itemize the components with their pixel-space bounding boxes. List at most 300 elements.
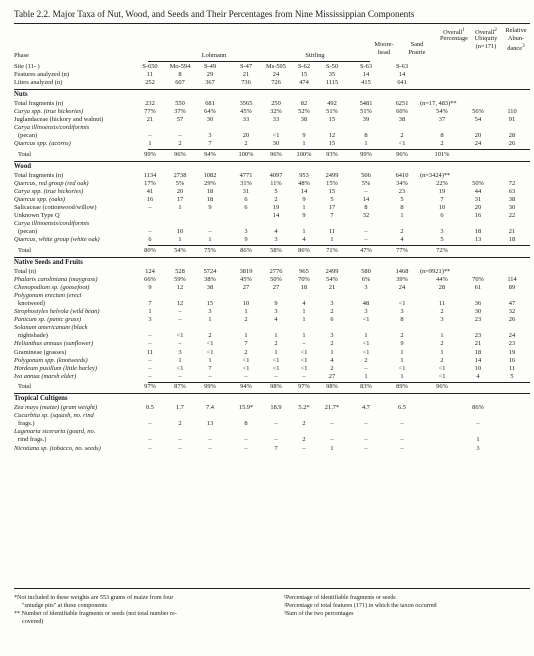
table-cell: 4097 bbox=[269, 171, 283, 179]
table-cell: 34% bbox=[396, 179, 408, 187]
table-cell: 2 bbox=[330, 340, 334, 348]
table-cell: 2499 bbox=[325, 171, 339, 179]
table-row bbox=[14, 332, 530, 340]
table-cell: 52% bbox=[298, 107, 310, 115]
table-cell: 8 bbox=[364, 203, 368, 211]
table-cell: 54 bbox=[474, 116, 482, 123]
table-cell: 3 bbox=[330, 299, 334, 307]
table-cell: – bbox=[208, 444, 212, 452]
table-cell: 31 bbox=[242, 187, 250, 195]
table-cell: 5 bbox=[510, 372, 514, 380]
table-cell: 1 bbox=[302, 308, 306, 315]
table-cell: 1 bbox=[274, 332, 278, 340]
table-cell: 15.9* bbox=[238, 404, 254, 411]
table-row bbox=[14, 212, 530, 220]
table-cell: 250 bbox=[271, 99, 281, 107]
table-cell: 97% bbox=[298, 383, 310, 391]
table-cell: 2 bbox=[400, 228, 404, 236]
table-cell: 10 bbox=[438, 203, 446, 211]
table-cell: 6 bbox=[244, 195, 248, 203]
relative-abundance-line2: Abun- bbox=[507, 35, 525, 42]
table-cell: 91 bbox=[508, 116, 516, 123]
table-cell: 528 bbox=[175, 267, 185, 275]
group-stirling: Stirling bbox=[305, 52, 325, 59]
table-cell: 2 bbox=[244, 140, 248, 148]
table-cell: 72% bbox=[436, 246, 448, 254]
table-cell: 15 bbox=[328, 187, 336, 195]
table-cell: 18 bbox=[474, 228, 482, 236]
row-label: nightshade) bbox=[18, 332, 48, 340]
table-cell: 27 bbox=[328, 372, 336, 380]
table-cell: 70% bbox=[298, 275, 310, 283]
table-cell: Mo-594 bbox=[169, 63, 191, 70]
table-cell: – bbox=[244, 436, 248, 444]
table-cell: 1134 bbox=[143, 171, 157, 179]
table-cell: 38 bbox=[398, 116, 406, 123]
table-cell: 7 bbox=[208, 364, 212, 372]
row-label: Quercus, red group (red oak) bbox=[14, 179, 89, 187]
table-cell: 252 bbox=[145, 79, 155, 87]
table-cell: 953 bbox=[299, 171, 309, 179]
table-cell: 5.2* bbox=[298, 404, 310, 411]
table-cell: 99% bbox=[144, 150, 156, 158]
table-cell: S-650 bbox=[142, 63, 158, 70]
overall-ubiquity-line2: Ubiquity bbox=[474, 35, 498, 42]
row-label: Total bbox=[18, 246, 32, 254]
table-cell: 5% bbox=[175, 179, 185, 187]
section-rule bbox=[14, 89, 530, 90]
table-cell: <1 bbox=[206, 348, 214, 356]
table-cell: 7 bbox=[244, 340, 248, 348]
table-cell: 50% bbox=[472, 179, 484, 187]
table-cell: 1 bbox=[302, 203, 306, 211]
table-row bbox=[14, 180, 530, 188]
table-cell: 1 bbox=[400, 372, 404, 380]
table-cell: 2 bbox=[178, 420, 182, 428]
table-cell: – bbox=[148, 372, 152, 380]
table-cell: 71% bbox=[326, 246, 338, 254]
table-cell: 110 bbox=[507, 107, 517, 115]
table-cell: <1 bbox=[398, 140, 406, 148]
table-cell: 4 bbox=[476, 372, 480, 380]
table-cell: 13 bbox=[206, 420, 214, 428]
table-cell: 99% bbox=[204, 383, 216, 391]
table-row bbox=[14, 63, 530, 71]
table-cell: <1 bbox=[362, 340, 370, 348]
table-cell: 11% bbox=[270, 179, 282, 187]
table-cell: 44 bbox=[474, 187, 482, 195]
table-cell: 15 bbox=[300, 71, 308, 79]
table-cell: 2 bbox=[302, 420, 306, 428]
table-cell: 96% bbox=[436, 383, 448, 391]
table-cell: 4 bbox=[274, 228, 278, 236]
table-cell: 14 bbox=[362, 71, 370, 79]
table-cell: 1 bbox=[302, 140, 306, 148]
row-label: Carya spp. (true hickories) bbox=[14, 107, 84, 115]
row-label: Lagenaria siceraria (gourd, no. bbox=[14, 428, 96, 436]
table-row bbox=[14, 428, 530, 436]
table-cell: 1 bbox=[208, 356, 212, 364]
table-cell: 59% bbox=[174, 275, 186, 283]
table-row bbox=[14, 357, 530, 365]
table-cell: 0.5 bbox=[146, 404, 154, 411]
table-cell: 5 bbox=[274, 187, 278, 195]
table-cell: – bbox=[274, 436, 278, 444]
table-cell: – bbox=[178, 340, 182, 348]
table-cell: 18.9 bbox=[270, 404, 282, 411]
table-cell: <1 bbox=[398, 299, 406, 307]
table-cell: 4 bbox=[330, 356, 334, 364]
table-cell: <1 bbox=[272, 132, 280, 140]
table-cell: 7 bbox=[208, 140, 212, 148]
table-cell: 15% bbox=[326, 179, 338, 187]
row-label: Helianthus annuus (sunflower) bbox=[14, 340, 94, 348]
table-cell: <1 bbox=[176, 364, 184, 372]
table-cell: 13 bbox=[474, 236, 482, 244]
section-title: Wood bbox=[14, 162, 31, 170]
row-label: rind frags.) bbox=[18, 436, 47, 444]
row-label: Total bbox=[18, 150, 32, 158]
table-cell: 48% bbox=[298, 179, 310, 187]
table-cell: 98% bbox=[270, 383, 282, 391]
row-label: Quercus spp. (acorns) bbox=[14, 140, 71, 148]
table-cell: 4 bbox=[302, 236, 306, 244]
table-cell: 27 bbox=[242, 283, 250, 291]
table-cell: 10 bbox=[242, 299, 250, 307]
table-row bbox=[14, 228, 530, 236]
table-row bbox=[14, 100, 530, 108]
table-cell: 8 bbox=[440, 132, 444, 140]
table-cell: – bbox=[178, 316, 182, 324]
table-cell: 11 bbox=[146, 348, 154, 356]
table-cell: 9 bbox=[208, 203, 212, 211]
table-cell: 8 bbox=[364, 132, 368, 140]
table-cell: – bbox=[364, 364, 368, 372]
table-row bbox=[14, 204, 530, 212]
table-row bbox=[14, 276, 530, 284]
table-cell: 26 bbox=[508, 316, 516, 324]
section-title: Nuts bbox=[14, 90, 28, 98]
table-cell: 3 bbox=[476, 444, 480, 452]
table-cell: 3 bbox=[178, 348, 182, 356]
table-cell: 9 bbox=[244, 236, 248, 244]
table-row bbox=[14, 349, 530, 357]
table-cell: 4.7 bbox=[362, 404, 370, 411]
table-cell: 39% bbox=[396, 275, 408, 283]
table-cell: 1 bbox=[302, 332, 306, 340]
table-row bbox=[14, 300, 530, 308]
table-cell: – bbox=[302, 340, 306, 348]
table-cell: S-47 bbox=[239, 63, 253, 70]
table-cell: 2 bbox=[364, 356, 368, 364]
header-top-rule bbox=[14, 23, 530, 24]
table-cell: <1 bbox=[362, 316, 370, 324]
table-cell: <1 bbox=[438, 372, 446, 380]
table-row bbox=[14, 172, 530, 180]
footnote-right-3: ³Sum of the two percentages bbox=[284, 611, 354, 617]
section-title: Native Seeds and Fruits bbox=[14, 258, 83, 266]
footnote-left-2: "smudge pits" at these components bbox=[22, 603, 108, 609]
table-cell: 2 bbox=[400, 332, 404, 340]
table-row bbox=[14, 308, 530, 316]
table-cell: 21 bbox=[146, 116, 154, 123]
table-cell: 1 bbox=[244, 332, 248, 340]
table-cell: 54% bbox=[174, 246, 186, 254]
footnote-rule bbox=[14, 588, 530, 589]
row-label: Gramineae (grasses) bbox=[14, 348, 67, 356]
table-cell: 232 bbox=[145, 99, 155, 107]
table-cell: 3 bbox=[274, 308, 278, 315]
footnote-right-2: ²Percentage of total features (171) in which the taxon occurred bbox=[284, 603, 437, 609]
table-cell: <1 bbox=[362, 348, 370, 356]
table-cell: 20 bbox=[474, 132, 482, 140]
row-label: (pecan) bbox=[18, 132, 38, 140]
row-label: Nicotiana sp. (tobacco, no. seeds) bbox=[14, 444, 101, 452]
table-cell: – bbox=[148, 332, 152, 340]
table-row bbox=[14, 268, 530, 276]
table-cell: 31% bbox=[240, 179, 252, 187]
table-cell: 29 bbox=[206, 71, 214, 79]
table-cell: 100% bbox=[296, 150, 312, 158]
table-cell: 23 bbox=[474, 316, 482, 324]
table-cell: – bbox=[400, 420, 404, 428]
table-cell: 2 bbox=[330, 308, 334, 315]
table-cell: 21 bbox=[242, 71, 250, 79]
footnote-right-1: ¹Percentage of identifiable fragments or seeds bbox=[284, 595, 396, 601]
table-cell: <1 bbox=[300, 356, 308, 364]
table-cell: 77% bbox=[144, 107, 156, 115]
table-cell: 1 bbox=[364, 372, 368, 380]
table-cell: 37% bbox=[174, 107, 186, 115]
table-cell: 2499 bbox=[325, 267, 339, 275]
table-cell: – bbox=[178, 436, 182, 444]
table-cell: 1 bbox=[208, 236, 212, 244]
table-cell: 31 bbox=[474, 195, 482, 203]
table-cell: 54% bbox=[436, 107, 448, 115]
row-label: frags.) bbox=[18, 420, 35, 428]
table-cell: 11 bbox=[146, 71, 154, 79]
table-row bbox=[14, 124, 530, 132]
table-cell: 27 bbox=[272, 283, 280, 291]
table-cell: 6 bbox=[244, 203, 248, 211]
table-cell: S-50 bbox=[325, 63, 339, 70]
footnote-left-3: ** Number of identifiable fragments or seeds (not total number re- bbox=[14, 611, 177, 617]
table-cell: – bbox=[148, 203, 152, 211]
table-cell: 96% bbox=[174, 150, 186, 158]
table-cell: 726 bbox=[271, 79, 281, 87]
table-cell: 14 bbox=[362, 195, 370, 203]
table-cell: 32% bbox=[270, 107, 282, 115]
table-cell: 965 bbox=[299, 267, 309, 275]
table-cell: 3 bbox=[148, 316, 152, 324]
table-cell: 11 bbox=[438, 299, 446, 307]
table-cell: 18 bbox=[206, 195, 214, 203]
table-cell: 23 bbox=[474, 332, 482, 340]
table-cell: 1 bbox=[178, 236, 182, 244]
table-cell: 1 bbox=[178, 356, 182, 364]
table-cell: 10 bbox=[176, 228, 184, 236]
table-cell: 1 bbox=[440, 348, 444, 356]
table-cell: <1 bbox=[272, 364, 280, 372]
table-cell: 6251 bbox=[395, 99, 409, 107]
table-cell: 1 bbox=[274, 348, 278, 356]
table-cell: 7 bbox=[148, 299, 152, 307]
table-cell: 21 bbox=[328, 283, 336, 291]
table-cell: 48 bbox=[362, 299, 370, 307]
section-heading bbox=[14, 395, 530, 403]
table-cell: 80% bbox=[144, 246, 156, 254]
table-cell: 39 bbox=[362, 116, 370, 123]
table-cell: 5% bbox=[361, 179, 371, 187]
table-cell: 3819 bbox=[239, 267, 253, 275]
row-label: Zea mays (maize) (gram weight) bbox=[14, 404, 98, 411]
table-cell: 6 bbox=[440, 212, 444, 219]
table-cell: 2 bbox=[244, 348, 248, 356]
table-cell: 30 bbox=[206, 116, 214, 123]
table-row bbox=[14, 340, 530, 348]
table-cell: 15 bbox=[206, 299, 214, 307]
table-cell: – bbox=[302, 372, 306, 380]
table-row bbox=[14, 116, 530, 124]
table-cell: 10 bbox=[474, 364, 482, 372]
table-cell: 18 bbox=[300, 283, 308, 291]
table-cell: 124 bbox=[145, 267, 155, 275]
table-cell: 37 bbox=[438, 116, 446, 123]
section-heading bbox=[14, 163, 530, 171]
table-cell: 9 bbox=[302, 195, 306, 203]
table-cell: 1115 bbox=[325, 79, 339, 87]
table-cell: 3 bbox=[274, 236, 278, 244]
table-cell: S-49 bbox=[203, 63, 217, 70]
table-cell: 5 bbox=[400, 195, 404, 203]
table-cell: 18 bbox=[474, 348, 482, 356]
table-cell: <1 bbox=[300, 348, 308, 356]
table-cell: – bbox=[476, 420, 480, 428]
table-cell: 3 bbox=[440, 228, 444, 236]
table-cell: – bbox=[178, 372, 182, 380]
table-cell: 64% bbox=[204, 107, 216, 115]
table-cell: 75% bbox=[204, 246, 216, 254]
table-cell: 474 bbox=[299, 79, 309, 87]
table-cell: 24 bbox=[398, 283, 406, 291]
section-title: Tropical Cultigens bbox=[14, 395, 68, 402]
table-cell: 22 bbox=[508, 212, 516, 219]
row-label: (pecan) bbox=[18, 228, 38, 236]
table-row bbox=[14, 420, 530, 428]
table-cell: 2738 bbox=[173, 171, 187, 179]
table-cell: 17 bbox=[328, 203, 336, 211]
row-label: Solanum americanum (black bbox=[14, 324, 88, 332]
table-cell: – bbox=[364, 236, 368, 244]
table-cell: 86% bbox=[240, 246, 252, 254]
table-cell: 60% bbox=[396, 107, 408, 115]
table-cell: 3 bbox=[208, 308, 212, 315]
table-cell: 24 bbox=[272, 71, 280, 79]
row-label: Cucurbita sp. (squash, no. rind bbox=[14, 412, 94, 420]
table-cell: 4 bbox=[400, 236, 404, 244]
table-cell: 6 bbox=[148, 236, 152, 244]
table-row bbox=[14, 140, 530, 148]
row-label: Carya illinoensis/cordiformis bbox=[14, 220, 90, 228]
table-cell: <1 bbox=[272, 356, 280, 364]
table-cell: 15 bbox=[328, 140, 336, 148]
section-rule bbox=[14, 161, 530, 162]
table-cell: 1 bbox=[364, 140, 368, 148]
table-cell: 61 bbox=[474, 283, 482, 291]
table-row bbox=[14, 188, 530, 196]
row-label: Total fragments (n) bbox=[14, 171, 64, 179]
table-cell: 1 bbox=[330, 444, 334, 452]
table-cell: – bbox=[208, 436, 212, 444]
table-cell: 1468 bbox=[395, 267, 409, 275]
table-cell: 5 bbox=[330, 195, 334, 203]
row-label: Carya spp. (true hickories) bbox=[14, 187, 84, 195]
table-cell: – bbox=[330, 420, 334, 428]
table-cell: – bbox=[178, 132, 182, 140]
table-cell: 22% bbox=[436, 179, 448, 187]
table-cell: 6410 bbox=[395, 171, 409, 179]
table-cell: 93% bbox=[326, 150, 338, 158]
row-label: Carya illinoensis/cordiformis bbox=[14, 124, 90, 132]
table-cell: 1 bbox=[178, 203, 182, 211]
table-cell: 96% bbox=[270, 150, 282, 158]
table-cell: 45% bbox=[240, 107, 252, 115]
table-cell: – bbox=[178, 444, 182, 452]
table-cell: 86% bbox=[472, 404, 484, 411]
table-cell: 2 bbox=[208, 332, 212, 340]
table-cell: (n=3424)** bbox=[420, 171, 451, 179]
table-cell: – bbox=[148, 364, 152, 372]
footnote-left-1: *Not included in these weights are 553 grams of maize from four bbox=[14, 595, 174, 601]
table-cell: 44% bbox=[436, 275, 448, 283]
table-cell: 8 bbox=[244, 420, 248, 428]
table-cell: 11 bbox=[508, 364, 516, 372]
table-cell: 32 bbox=[508, 308, 516, 315]
table-cell: 14 bbox=[272, 212, 280, 219]
table-cell: 6.5 bbox=[398, 404, 406, 411]
table-cell: 38 bbox=[300, 116, 308, 123]
section-heading bbox=[14, 259, 530, 267]
row-label: Quercus spp. (oaks) bbox=[14, 195, 66, 203]
table-cell: 21 bbox=[474, 340, 482, 348]
table-cell: 18 bbox=[206, 187, 214, 195]
table-cell: 1 bbox=[302, 316, 306, 324]
table-cell: 3 bbox=[400, 308, 404, 315]
overall-ubiquity-line3: (n=171) bbox=[475, 43, 497, 50]
table-cell: <1 bbox=[438, 364, 446, 372]
row-label: knotweed) bbox=[18, 299, 45, 307]
table-cell: 19 bbox=[272, 203, 280, 211]
table-cell: 2 bbox=[440, 356, 444, 364]
table-cell: 77% bbox=[396, 246, 408, 254]
table-cell: 14 bbox=[474, 356, 482, 364]
table-row bbox=[14, 445, 530, 453]
table-cell: 2 bbox=[274, 340, 278, 348]
table-cell: 1 bbox=[244, 308, 248, 315]
row-label: Total (n) bbox=[14, 267, 37, 275]
table-cell: 736 bbox=[241, 79, 251, 87]
table-cell: 580 bbox=[361, 267, 371, 275]
row-label: Panicum sp. (panic grass) bbox=[14, 316, 82, 324]
table-cell: – bbox=[148, 356, 152, 364]
table-cell: 12 bbox=[328, 132, 336, 140]
table-cell: 51% bbox=[360, 107, 372, 115]
table-cell: 17 bbox=[176, 195, 184, 203]
table-cell: 82 bbox=[300, 99, 308, 107]
table-cell: 2776 bbox=[269, 267, 283, 275]
table-cell: 9 bbox=[400, 340, 404, 348]
table-row bbox=[14, 373, 530, 381]
